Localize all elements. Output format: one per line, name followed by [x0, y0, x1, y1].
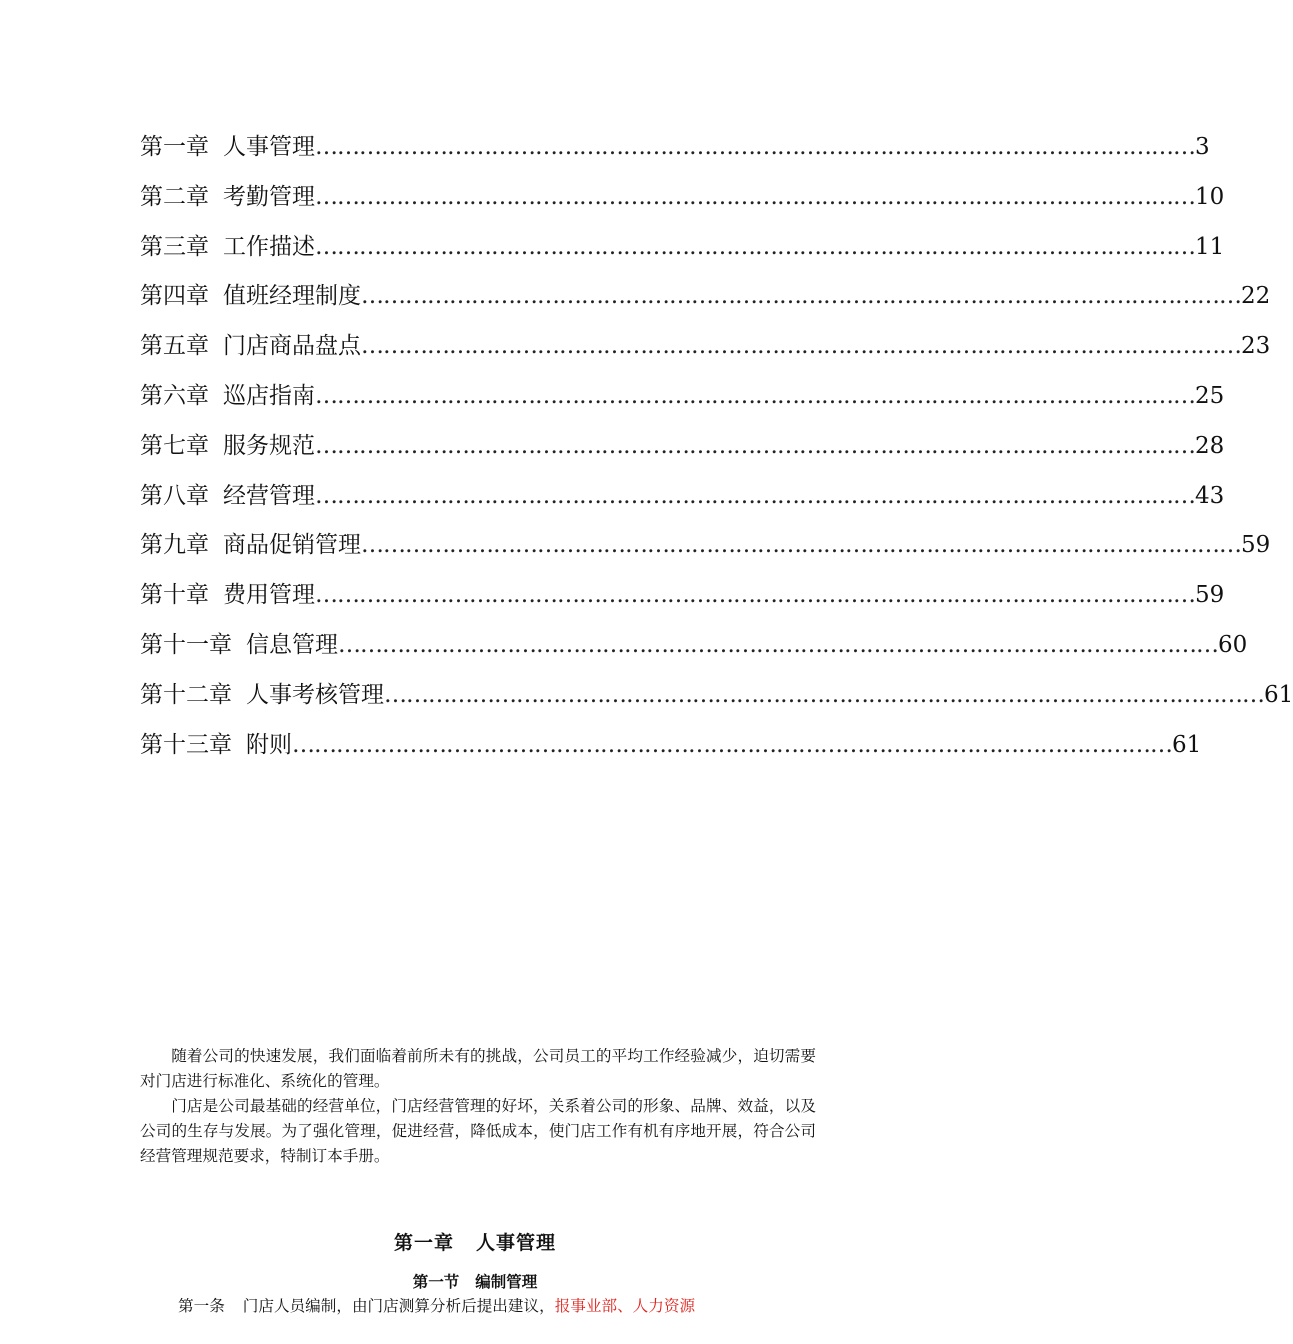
- toc-leader-dots: …………………………………………………………………………………………………………: [315, 134, 1195, 160]
- intro-paragraph-1: 随着公司的快速发展，我们面临着前所未有的挑战，公司员工的平均工作经验减少，迫切需要对门店进行标准化、系统化的管理。: [140, 1047, 816, 1090]
- toc-leader-dots: …………………………………………………………………………………………………………: [315, 432, 1195, 459]
- toc-chapter-number: 第七章: [140, 432, 209, 459]
- toc-leader-dots: …………………………………………………………………………………………………………: [361, 333, 1241, 360]
- toc-page-number: 25: [1195, 382, 1225, 409]
- toc-leader-dots: …………………………………………………………………………………………………………: [315, 233, 1195, 260]
- section-heading-number: 第一节: [412, 1273, 460, 1291]
- toc-entry[interactable]: [140, 228, 1225, 278]
- toc-page-number: 11: [1195, 233, 1225, 260]
- toc-entry[interactable]: [140, 128, 1210, 178]
- toc-page-number: 43: [1195, 482, 1225, 509]
- toc-chapter-title: 巡店指南: [223, 382, 315, 409]
- intro-text: [140, 1044, 816, 1169]
- toc-chapter-number: 第五章: [140, 333, 209, 360]
- toc-chapter-number: 第十一章: [140, 631, 232, 658]
- toc-chapter-number: 第十三章: [140, 731, 232, 758]
- toc-page-number: 60: [1218, 631, 1248, 658]
- toc-page-number: 28: [1195, 432, 1225, 459]
- toc-leader-dots: …………………………………………………………………………………………………………: [384, 681, 1264, 708]
- toc-page-number: 10: [1195, 183, 1225, 210]
- toc-page-number: 3: [1195, 134, 1210, 160]
- toc-leader-dots: …………………………………………………………………………………………………………: [361, 283, 1241, 310]
- toc-entry[interactable]: [140, 427, 1225, 477]
- toc-entry[interactable]: [140, 676, 1293, 726]
- intro-paragraph-2: 门店是公司最基础的经营单位，门店经营管理的好坏，关系着公司的形象、品牌、效益，以及公司的生存与发展。为了强化管理，促进经营，降低成本，使门店工作有机有序地开展，符合公司经营管理规范要求，特制订本手册。: [140, 1097, 816, 1165]
- toc-page-number: 22: [1241, 283, 1271, 310]
- toc-page-number: 23: [1241, 333, 1271, 360]
- toc-page-number: 61: [1172, 731, 1202, 758]
- toc-entry[interactable]: [140, 726, 1202, 776]
- toc-chapter-title: 工作描述: [223, 233, 315, 260]
- toc-chapter-number: 第九章: [140, 532, 209, 559]
- toc-chapter-number: 第六章: [140, 382, 209, 409]
- toc-chapter-number: 第一章: [140, 134, 209, 160]
- toc-chapter-number: 第四章: [140, 283, 209, 310]
- article-1: [178, 1294, 838, 1316]
- toc-chapter-title: 人事考核管理: [246, 681, 384, 708]
- toc-chapter-number: 第十章: [140, 582, 209, 609]
- toc-chapter-number: 第八章: [140, 482, 209, 509]
- toc-chapter-title: 考勤管理: [223, 183, 315, 210]
- toc-page-number: 61: [1264, 681, 1293, 708]
- section-heading: [0, 1270, 950, 1292]
- toc-chapter-number: 第十二章: [140, 681, 232, 708]
- chapter-heading: [0, 1228, 950, 1255]
- toc-leader-dots: …………………………………………………………………………………………………………: [338, 631, 1218, 658]
- toc-leader-dots: …………………………………………………………………………………………………………: [315, 183, 1195, 210]
- toc-chapter-number: 第三章: [140, 233, 209, 260]
- toc-chapter-title: 费用管理: [223, 582, 315, 609]
- toc-chapter-title: 人事管理: [223, 134, 315, 160]
- toc-entry[interactable]: [140, 277, 1271, 327]
- article-highlight-text: 报事业部、人力资源: [554, 1297, 696, 1315]
- article-text: 门店人员编制，由门店测算分析后提出建议，: [242, 1297, 555, 1315]
- toc-entry[interactable]: [140, 178, 1225, 228]
- toc-chapter-number: 第二章: [140, 183, 209, 210]
- toc-chapter-title: 商品促销管理: [223, 532, 361, 559]
- toc-entry[interactable]: [140, 576, 1225, 626]
- table-of-contents: [140, 128, 1293, 775]
- toc-entry[interactable]: [140, 626, 1248, 676]
- chapter-heading-title: 人事管理: [476, 1232, 557, 1254]
- toc-entry[interactable]: [140, 477, 1225, 527]
- toc-chapter-title: 门店商品盘点: [223, 333, 361, 360]
- toc-entry[interactable]: [140, 526, 1271, 576]
- toc-chapter-title: 值班经理制度: [223, 283, 361, 310]
- toc-chapter-title: 经营管理: [223, 482, 315, 509]
- toc-leader-dots: …………………………………………………………………………………………………………: [292, 731, 1172, 758]
- toc-leader-dots: …………………………………………………………………………………………………………: [361, 532, 1241, 559]
- toc-chapter-title: 附则: [246, 731, 292, 758]
- article-number: 第一条: [178, 1297, 225, 1315]
- toc-leader-dots: …………………………………………………………………………………………………………: [315, 482, 1195, 509]
- toc-chapter-title: 信息管理: [246, 631, 338, 658]
- toc-leader-dots: …………………………………………………………………………………………………………: [315, 582, 1195, 609]
- toc-entry[interactable]: [140, 377, 1225, 427]
- toc-chapter-title: 服务规范: [223, 432, 315, 459]
- toc-leader-dots: …………………………………………………………………………………………………………: [315, 382, 1195, 409]
- toc-page-number: 59: [1195, 582, 1225, 609]
- toc-page-number: 59: [1241, 532, 1271, 559]
- section-heading-title: 编制管理: [475, 1273, 538, 1291]
- toc-entry[interactable]: [140, 327, 1271, 377]
- chapter-heading-number: 第一章: [393, 1232, 454, 1254]
